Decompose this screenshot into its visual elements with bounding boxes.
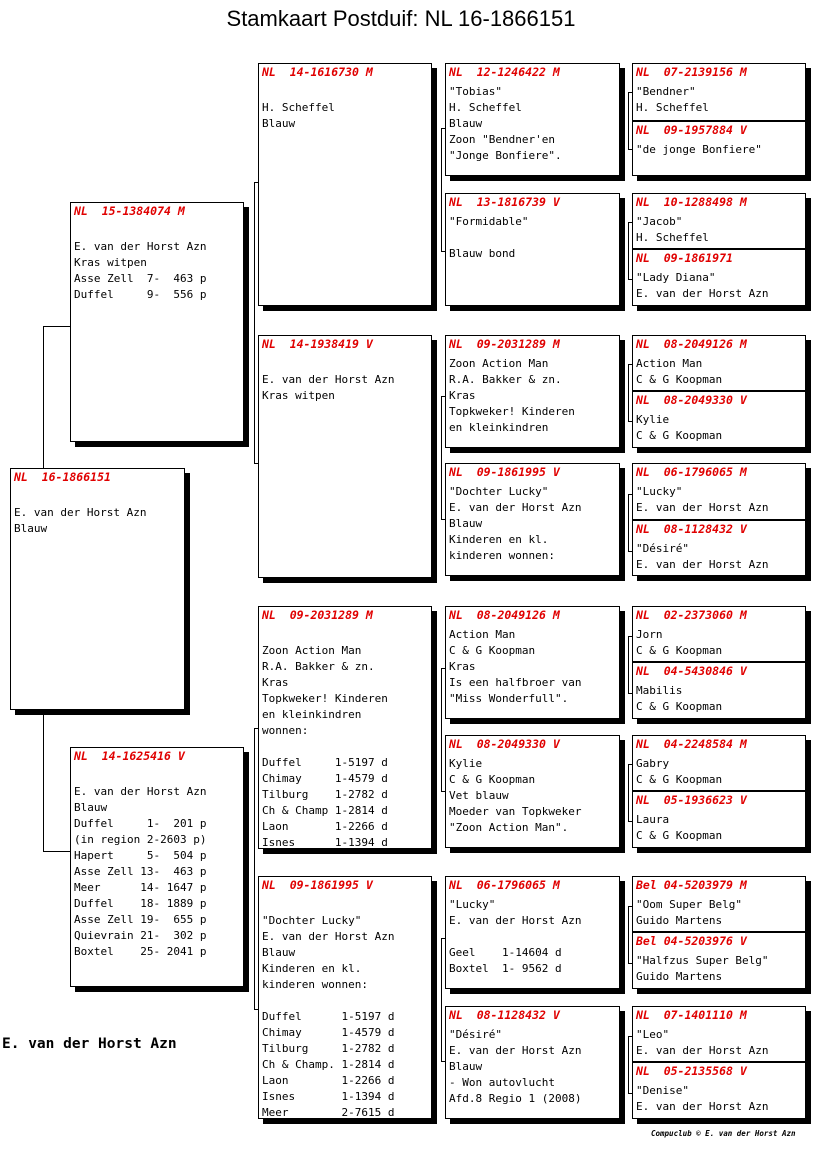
card-text-line: kinderen wonnen: (262, 978, 368, 991)
g4-card-16 (632, 1062, 806, 1119)
card-text-line: Ch & Champ. 1-2814 d (262, 1058, 395, 1071)
ring-number: NL 08-2049126 M (449, 608, 560, 622)
ring-number: NL 14-1938419 V (262, 337, 373, 351)
card-text-line: "Désiré" (449, 1028, 502, 1041)
card-text-line: E. van der Horst Azn (636, 1044, 769, 1057)
card-text-line: "Lady Diana" (636, 271, 716, 284)
card-text-line: Duffel 9- 556 p (74, 288, 207, 301)
card-text-line: "Lucky" (636, 485, 683, 498)
ring-number: NL 09-2031289 M (262, 608, 373, 622)
card-text-line: Afd.8 Regio 1 (2008) (449, 1092, 582, 1105)
card-text-line: Blauw (262, 117, 296, 130)
card-text-line: Blauw (449, 117, 483, 130)
ring-number: NL 07-1401110 M (636, 1008, 747, 1022)
card-text-line: "de jonge Bonfiere" (636, 143, 762, 156)
card-text-line: Boxtel 1- 9562 d (449, 962, 562, 975)
card-text-line: "Denise" (636, 1084, 689, 1097)
ring-number: NL 09-1861971 (636, 251, 733, 265)
g4-card-11 (632, 735, 806, 791)
card-text-line: Blauw (74, 801, 108, 814)
card-text-line: en kleinkindren (449, 421, 549, 434)
g4-card-2 (632, 121, 806, 176)
card-text-line: R.A. Bakker & zn. (449, 373, 562, 386)
card-text-line: H. Scheffel (636, 101, 709, 114)
card-text-line: kinderen wonnen: (449, 549, 555, 562)
great-grandparent-card-2 (445, 193, 620, 306)
card-text-line: "Oom Super Belg" (636, 898, 742, 911)
g4-card-5 (632, 335, 806, 391)
card-text-line: Topkweker! Kinderen (262, 692, 388, 705)
card-text-line: E. van der Horst Azn (636, 501, 769, 514)
card-text-line: "Dochter Lucky" (449, 485, 549, 498)
card-text-line: Geel 1-14604 d (449, 946, 562, 959)
card-text-line: Kras (449, 660, 476, 673)
paternal-grandfather-card (258, 63, 432, 306)
card-text-line: Laon 1-2266 d (262, 820, 388, 833)
card-text-line: C & G Koopman (636, 829, 723, 842)
card-text-line: Asse Zell 13- 463 p (74, 865, 207, 878)
card-text-line: Is een halfbroer van (449, 676, 582, 689)
ring-number: NL 06-1796065 M (449, 878, 560, 892)
ring-number: Bel 04-5203976 V (636, 934, 747, 948)
card-text-line: "Désiré" (636, 542, 689, 555)
card-text-line: C & G Koopman (636, 429, 723, 442)
ring-number: Bel 04-5203979 M (636, 878, 747, 892)
card-text-line: E. van der Horst Azn (262, 373, 395, 386)
card-text-line: "Zoon Action Man". (449, 821, 569, 834)
ring-number: NL 14-1625416 V (74, 749, 185, 763)
great-grandparent-card-5 (445, 606, 620, 719)
card-text-line: Kras witpen (74, 256, 147, 269)
card-text-line: Kras witpen (262, 389, 335, 402)
card-text-line: Action Man (449, 628, 516, 641)
card-text-line: Asse Zell 19- 655 p (74, 913, 207, 926)
card-text-line: Zoon "Bendner'en (449, 133, 555, 146)
card-text-line: "Leo" (636, 1028, 670, 1041)
ring-number: NL 05-2135568 V (636, 1064, 747, 1078)
card-text-line: "Jacob" (636, 215, 683, 228)
card-text-line: E. van der Horst Azn (636, 558, 769, 571)
footer-credit: Compuclub © E. van der Horst Azn (651, 1129, 796, 1138)
ring-number: NL 07-2139156 M (636, 65, 747, 79)
card-text-line: Zoon Action Man (449, 357, 549, 370)
ring-number: NL 08-1128432 V (636, 522, 747, 536)
card-text-line: C & G Koopman (449, 773, 536, 786)
card-text-line: Chimay 1-4579 d (262, 772, 388, 785)
card-text-line: Guido Martens (636, 970, 723, 983)
card-text-line: Laura (636, 813, 670, 826)
card-text-line: wonnen: (262, 724, 309, 737)
great-grandparent-card-1 (445, 63, 620, 176)
card-text-line: Duffel 1-5197 d (262, 1010, 395, 1023)
card-text-line: Isnes 1-1394 d (262, 1090, 395, 1103)
card-text-line: "Jonge Bonfiere". (449, 149, 562, 162)
card-text-line: E. van der Horst Azn (636, 1100, 769, 1113)
card-text-line: Topkweker! Kinderen (449, 405, 575, 418)
card-text-line: H. Scheffel (262, 101, 335, 114)
ring-number: NL 08-1128432 V (449, 1008, 560, 1022)
card-text-line: E. van der Horst Azn (449, 1044, 582, 1057)
card-text-line: Blauw (262, 946, 296, 959)
mother-card (70, 747, 244, 987)
ring-number: NL 09-2031289 M (449, 337, 560, 351)
card-text-line: Duffel 1- 201 p (74, 817, 207, 830)
card-text-line: Tilburg 1-2782 d (262, 788, 388, 801)
great-grandparent-card-7 (445, 876, 620, 989)
ring-number: NL 08-2049330 V (449, 737, 560, 751)
g4-card-4 (632, 249, 806, 306)
card-text-line: E. van der Horst Azn (74, 240, 207, 253)
g4-card-13 (632, 876, 806, 932)
ring-number: NL 04-5430846 V (636, 664, 747, 678)
card-text-line: Kylie (636, 413, 670, 426)
paternal-grandmother-card (258, 335, 432, 578)
card-text-line: E. van der Horst Azn (14, 506, 147, 519)
great-grandparent-card-8 (445, 1006, 620, 1119)
ring-number: NL 13-1816739 V (449, 195, 560, 209)
card-text-line: E. van der Horst Azn (449, 914, 582, 927)
card-text-line: Blauw (449, 1060, 483, 1073)
card-text-line: C & G Koopman (636, 373, 723, 386)
card-text-line: "Bendner" (636, 85, 696, 98)
g4-card-14 (632, 932, 806, 989)
g4-card-7 (632, 463, 806, 520)
ring-number: NL 14-1616730 M (262, 65, 373, 79)
card-text-line: (in region 2-2603 p) (74, 833, 207, 846)
ring-number: NL 09-1957884 V (636, 123, 747, 137)
card-text-line: Blauw bond (449, 247, 516, 260)
page-title: Stamkaart Postduif: NL 16-1866151 (226, 6, 576, 31)
card-text-line: E. van der Horst Azn (262, 930, 395, 943)
maternal-grandmother-card (258, 876, 432, 1119)
great-grandparent-card-3 (445, 335, 620, 448)
card-text-line: Duffel 1-5197 d (262, 756, 388, 769)
card-text-line: Boxtel 25- 2041 p (74, 945, 207, 958)
great-grandparent-card-4 (445, 463, 620, 576)
card-text-line: "Halfzus Super Belg" (636, 954, 769, 967)
card-text-line: Zoon Action Man (262, 644, 362, 657)
card-text-line: Tilburg 1-2782 d (262, 1042, 395, 1055)
ring-number: NL 02-2373060 M (636, 608, 747, 622)
card-text-line: "Miss Wonderfull". (449, 692, 569, 705)
ring-number: NL 15-1384074 M (74, 204, 185, 218)
card-text-line: en kleinkindren (262, 708, 362, 721)
card-text-line: Kinderen en kl. (449, 533, 549, 546)
ring-number: NL 08-2049330 V (636, 393, 747, 407)
g4-card-12 (632, 791, 806, 848)
card-text-line: C & G Koopman (636, 644, 723, 657)
ring-number: NL 10-1288498 M (636, 195, 747, 209)
card-text-line: Duffel 18- 1889 p (74, 897, 207, 910)
ring-number: NL 12-1246422 M (449, 65, 560, 79)
g4-card-8 (632, 520, 806, 576)
card-text-line: Isnes 1-1394 d (262, 836, 388, 849)
card-text-line: E. van der Horst Azn (74, 785, 207, 798)
card-text-line: Kras (262, 676, 289, 689)
card-text-line: Blauw (14, 522, 48, 535)
card-text-line: "Formidable" (449, 215, 529, 228)
great-grandparent-card-6 (445, 735, 620, 848)
card-text-line: C & G Koopman (636, 773, 723, 786)
card-text-line: Chimay 1-4579 d (262, 1026, 395, 1039)
card-text-line: Kras (449, 389, 476, 402)
card-text-line: Ch & Champ 1-2814 d (262, 804, 388, 817)
card-text-line: C & G Koopman (636, 700, 723, 713)
g4-card-1 (632, 63, 806, 121)
card-text-line: Kinderen en kl. (262, 962, 362, 975)
card-text-line: Vet blauw (449, 789, 509, 802)
card-text-line: Asse Zell 7- 463 p (74, 272, 207, 285)
g4-card-10 (632, 662, 806, 719)
card-text-line: H. Scheffel (449, 101, 522, 114)
ring-number: NL 04-2248584 M (636, 737, 747, 751)
g4-card-6 (632, 391, 806, 448)
g4-card-15 (632, 1006, 806, 1062)
card-text-line: Quievrain 21- 302 p (74, 929, 207, 942)
maternal-grandfather-card (258, 606, 432, 849)
card-text-line: "Tobias" (449, 85, 502, 98)
father-card (70, 202, 244, 442)
card-text-line: "Lucky" (449, 898, 496, 911)
card-text-line: Kylie (449, 757, 483, 770)
card-text-line: R.A. Bakker & zn. (262, 660, 375, 673)
ring-number: NL 09-1861995 V (449, 465, 560, 479)
card-text-line: Hapert 5- 504 p (74, 849, 207, 862)
card-text-line: Meer 14- 1647 p (74, 881, 207, 894)
card-text-line: Mabilis (636, 684, 683, 697)
card-text-line: Guido Martens (636, 914, 723, 927)
card-text-line: Gabry (636, 757, 670, 770)
g4-card-3 (632, 193, 806, 249)
card-text-line: "Dochter Lucky" (262, 914, 362, 927)
card-text-line: C & G Koopman (449, 644, 536, 657)
card-text-line: - Won autovlucht (449, 1076, 555, 1089)
ring-number: NL 06-1796065 M (636, 465, 747, 479)
card-text-line: E. van der Horst Azn (449, 501, 582, 514)
ring-number: NL 16-1866151 (14, 470, 111, 484)
card-text-line: Blauw (449, 517, 483, 530)
ring-number: NL 08-2049126 M (636, 337, 747, 351)
ring-number: NL 05-1936623 V (636, 793, 747, 807)
g4-card-9 (632, 606, 806, 662)
card-text-line: Jorn (636, 628, 663, 641)
subject-pigeon-card (10, 468, 185, 710)
card-text-line: Meer 2-7615 d (262, 1106, 395, 1119)
card-text-line: H. Scheffel (636, 231, 709, 244)
owner-name: E. van der Horst Azn (2, 1036, 177, 1052)
card-text-line: E. van der Horst Azn (636, 287, 769, 300)
ring-number: NL 09-1861995 V (262, 878, 373, 892)
card-text-line: Action Man (636, 357, 703, 370)
card-text-line: Laon 1-2266 d (262, 1074, 395, 1087)
card-text-line: Moeder van Topkweker (449, 805, 582, 818)
